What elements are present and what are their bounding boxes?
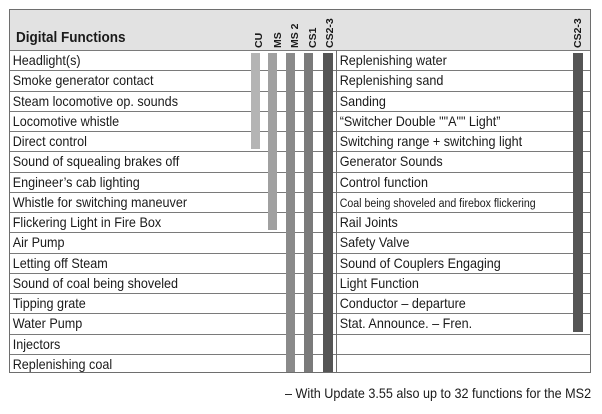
table-row bbox=[337, 354, 590, 374]
function-label: Conductor – departure bbox=[339, 295, 466, 311]
table-row bbox=[337, 273, 590, 293]
function-label: “Switcher Double ""A"" Light” bbox=[339, 112, 501, 129]
function-label: Headlight(s) bbox=[12, 52, 81, 68]
table-row bbox=[337, 334, 590, 354]
function-label: Rail Joints bbox=[339, 214, 398, 230]
function-label: Injectors bbox=[12, 335, 61, 352]
availability-bar-ms bbox=[268, 53, 277, 230]
function-label: Replenishing sand bbox=[339, 72, 444, 89]
table-row bbox=[337, 313, 590, 333]
function-label: Sanding bbox=[339, 92, 386, 109]
availability-bar-cs2-3 bbox=[323, 53, 333, 372]
function-label: Sound of squealing brakes off bbox=[12, 153, 180, 170]
table-row bbox=[337, 70, 590, 90]
availability-bar-cs1 bbox=[304, 53, 313, 372]
function-label: Sound of Couplers Engaging bbox=[339, 254, 501, 271]
column-header-cu: CU bbox=[253, 32, 265, 48]
table-row bbox=[337, 253, 590, 273]
table-row bbox=[337, 111, 590, 131]
function-label: Tipping grate bbox=[12, 295, 86, 311]
function-label: Light Function bbox=[339, 274, 419, 291]
function-label: Water Pump bbox=[12, 315, 83, 332]
table-row bbox=[337, 293, 590, 313]
function-label: Locomotive whistle bbox=[12, 112, 120, 129]
column-header-right-cs2-3: CS2-3 bbox=[572, 18, 584, 48]
table-row bbox=[337, 212, 590, 232]
column-header-ms2: MS 2 bbox=[289, 23, 301, 48]
column-header-cs1: CS1 bbox=[307, 27, 319, 48]
function-label: Steam locomotive op. sounds bbox=[12, 92, 178, 109]
function-label: Sound of coal being shoveled bbox=[12, 274, 179, 291]
function-label: Direct control bbox=[12, 133, 87, 149]
table-row bbox=[337, 192, 590, 212]
table-row bbox=[337, 172, 590, 192]
table-row bbox=[337, 232, 590, 252]
table-title: Digital Functions bbox=[16, 29, 126, 46]
function-label: Stat. Announce. – Fren. bbox=[339, 315, 473, 332]
function-label: Control function bbox=[339, 173, 428, 190]
function-label: Replenishing coal bbox=[12, 355, 113, 372]
function-label: Whistle for switching maneuver bbox=[12, 193, 188, 210]
function-label: Engineer’s cab lighting bbox=[12, 173, 140, 190]
availability-bar-cu bbox=[251, 53, 260, 149]
function-label: Flickering Light in Fire Box bbox=[12, 214, 162, 230]
digital-functions-table bbox=[9, 9, 591, 373]
table-header bbox=[10, 10, 590, 50]
column-header-ms: MS bbox=[272, 32, 284, 48]
table-row bbox=[337, 131, 590, 151]
function-label: Letting off Steam bbox=[12, 254, 108, 271]
function-label: Coal being shoveled and firebox flickering bbox=[339, 197, 536, 210]
column-header-cs2-3: CS2-3 bbox=[324, 18, 336, 48]
availability-bar-ms-2 bbox=[286, 53, 295, 372]
table-row bbox=[337, 91, 590, 111]
availability-bar-right-cs2-3 bbox=[573, 53, 583, 332]
table-row bbox=[337, 50, 590, 70]
table-row bbox=[337, 151, 590, 171]
function-label: Smoke generator contact bbox=[12, 72, 154, 89]
function-label: Generator Sounds bbox=[339, 153, 443, 170]
function-label: Safety Valve bbox=[339, 234, 410, 251]
function-label: Air Pump bbox=[12, 234, 65, 251]
footnote: – With Update 3.55 also up to 32 functions for the MS2 bbox=[284, 385, 591, 401]
function-label: Replenishing water bbox=[339, 52, 447, 68]
function-label: Switching range + switching light bbox=[339, 133, 523, 149]
